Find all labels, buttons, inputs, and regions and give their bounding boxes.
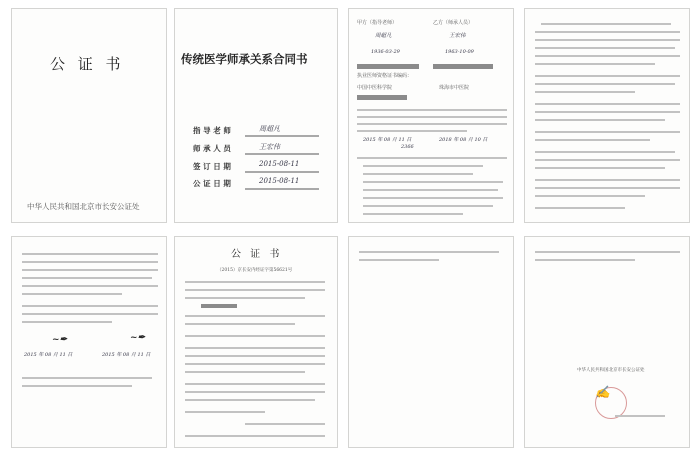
text-line xyxy=(363,173,473,175)
teacher-name: 周超凡 xyxy=(375,33,392,39)
text-line xyxy=(357,116,507,118)
text-line xyxy=(363,205,493,207)
text-line xyxy=(22,321,112,323)
text-line xyxy=(363,213,463,215)
text-line xyxy=(535,119,665,121)
student-name: 王宏伟 xyxy=(449,33,466,39)
text-line xyxy=(363,165,483,167)
text-line xyxy=(185,281,325,283)
text-line xyxy=(185,315,325,317)
birth-b: 1963-10-09 xyxy=(445,49,474,55)
text-line xyxy=(185,383,325,385)
text-line xyxy=(185,335,325,337)
text-line xyxy=(22,261,158,263)
text-line xyxy=(363,181,503,183)
text-line xyxy=(185,391,325,393)
text-line xyxy=(357,123,507,125)
field-label: 师 承 人 员 xyxy=(193,144,231,153)
field-value: 周超凡 xyxy=(259,125,280,133)
redaction-bar xyxy=(201,304,237,308)
field-label: 公 证 日 期 xyxy=(193,179,231,188)
notary-signature: ✍ xyxy=(595,385,610,399)
text-line xyxy=(535,111,680,113)
text-line xyxy=(245,423,325,425)
text-line xyxy=(22,377,152,379)
text-line xyxy=(22,285,158,287)
period-start: 2015 年 08 月 11 日 xyxy=(363,137,412,143)
text-line xyxy=(535,195,645,197)
text-line xyxy=(357,109,507,111)
issuer-text: 中华人民共和国北京市长安公证处 xyxy=(27,202,140,211)
text-line xyxy=(185,347,325,349)
field-label: 签 订 日 期 xyxy=(193,162,231,171)
text-line xyxy=(535,207,625,209)
field-underline xyxy=(245,153,319,155)
text-line xyxy=(359,251,499,253)
text-line xyxy=(535,31,680,33)
text-line xyxy=(185,355,325,357)
page-title: 公 证 书 xyxy=(50,55,125,73)
text-line xyxy=(535,39,680,41)
text-line xyxy=(22,277,152,279)
text-line xyxy=(185,399,315,401)
document-page-4 xyxy=(524,8,690,223)
notary-title: 公 证 书 xyxy=(231,249,283,260)
text-line xyxy=(22,385,132,387)
text-line xyxy=(22,269,158,271)
text-line xyxy=(357,157,507,159)
field-value: 王宏伟 xyxy=(259,143,280,151)
text-line xyxy=(535,103,680,105)
text-line xyxy=(363,197,503,199)
text-line xyxy=(535,159,680,161)
period-end: 2018 年 08 月 10 日 xyxy=(439,137,488,143)
signature-teacher: ~✒ xyxy=(52,335,68,345)
days: 2366 xyxy=(401,144,414,150)
text-line xyxy=(535,131,680,133)
text-line xyxy=(22,305,158,307)
field-value: 2015-08-11 xyxy=(259,177,300,185)
text-line xyxy=(357,130,467,132)
text-line xyxy=(535,167,665,169)
document-page-2 xyxy=(174,8,338,223)
text-line xyxy=(22,293,122,295)
text-line xyxy=(535,47,675,49)
signature-student: ~✒ xyxy=(130,333,146,343)
text-line xyxy=(535,55,680,57)
redaction-bar xyxy=(433,64,493,69)
document-page-5 xyxy=(11,236,167,448)
text-line xyxy=(535,139,650,141)
contract-title: 传统医学师承关系合同书 xyxy=(181,52,308,66)
document-page-7 xyxy=(348,236,514,448)
text-line xyxy=(185,411,265,413)
field-value: 2015-08-11 xyxy=(259,160,300,168)
unit-a: 中国中医科学院 xyxy=(357,85,393,91)
redaction-bar xyxy=(357,64,419,69)
sign-date-a: 2015 年 08 月 11 日 xyxy=(24,352,73,358)
text-line xyxy=(535,83,675,85)
field-underline xyxy=(245,135,319,137)
redaction-bar xyxy=(357,95,407,100)
student-label: 乙方（师承人员） xyxy=(433,20,474,26)
text-line xyxy=(535,259,635,261)
text-line xyxy=(185,371,305,373)
document-page-8 xyxy=(524,236,690,448)
text-line xyxy=(185,323,295,325)
text-line xyxy=(615,415,665,417)
text-line xyxy=(535,251,680,253)
text-line xyxy=(535,91,635,93)
document-page-1 xyxy=(11,8,167,223)
field-underline xyxy=(245,171,319,173)
text-line xyxy=(535,187,680,189)
text-line xyxy=(535,75,680,77)
text-line xyxy=(363,189,498,191)
birth-a: 1936-03-29 xyxy=(371,49,400,55)
document-page-6 xyxy=(174,236,338,448)
text-line xyxy=(185,363,325,365)
notary-number: （2015）京长安内经证字第56621号 xyxy=(217,268,293,273)
text-line xyxy=(359,259,439,261)
text-line xyxy=(22,313,158,315)
document-page-3 xyxy=(348,8,514,223)
text-line xyxy=(541,23,671,25)
field-underline xyxy=(245,188,319,190)
issuer-text: 中华人民共和国北京市长安公证处 xyxy=(577,368,645,373)
text-line xyxy=(185,297,305,299)
text-line xyxy=(535,179,680,181)
unit-b: 珠海市中医院 xyxy=(439,85,470,91)
text-line xyxy=(535,63,655,65)
cert-label: 执业医师资格证书编码： xyxy=(357,73,413,79)
text-line xyxy=(535,151,675,153)
text-line xyxy=(22,253,158,255)
sign-date-b: 2015 年 08 月 11 日 xyxy=(102,352,151,358)
field-label: 指 导 老 师 xyxy=(193,126,231,135)
text-line xyxy=(185,289,325,291)
text-line xyxy=(185,435,325,437)
teacher-label: 甲方（指导老师） xyxy=(357,20,398,26)
